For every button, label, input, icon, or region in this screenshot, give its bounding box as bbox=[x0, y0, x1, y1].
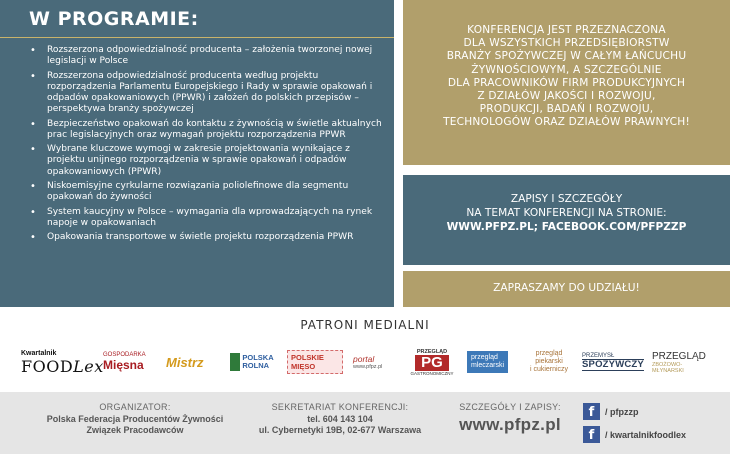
foodlex-logo-big bbox=[21, 358, 104, 375]
mleczarski-line: mleczarski bbox=[471, 362, 505, 369]
audience-line: ŻYWNOŚCIOWYM, A SZCZEGÓLNIE bbox=[471, 63, 662, 76]
organizer-subname: Związek Pracodawców bbox=[86, 425, 184, 435]
pg-logo-big: PG bbox=[415, 355, 449, 371]
audience-line: PRODUKCJI, BADAŃ I ROZWOJU, bbox=[479, 103, 654, 116]
facebook-handle: / kwartalnikfoodlex bbox=[605, 429, 687, 440]
audience-line: KONFERENCJA JEST PRZEZNACZONA bbox=[467, 24, 666, 36]
pspoz-logo-big: SPOŻYWCZY bbox=[582, 359, 644, 370]
facebook-icon: f bbox=[583, 403, 600, 420]
piekarski-logo-text bbox=[530, 350, 568, 374]
program-item: • Rozszerzona odpowiedzialność producenta – założenia tworzonej nowej legislacji w Polsce bbox=[30, 45, 386, 67]
pzbozowy-logo-big: PRZEGLĄD bbox=[652, 350, 706, 362]
pg-logo-tiny: GASTRONOMICZNY bbox=[410, 370, 454, 376]
facebook-link-foodlex[interactable] bbox=[583, 426, 723, 443]
facebook-handle: / pfpzzp bbox=[605, 406, 639, 417]
signup-text bbox=[403, 192, 730, 234]
polska-rolna-mark-icon bbox=[230, 353, 240, 371]
foodlex-logo[interactable] bbox=[21, 344, 104, 380]
przeglad-piekarski-logo[interactable] bbox=[524, 344, 574, 380]
audience-line: TECHNOLOGÓW ORAZ DZIAŁÓW PRAWNYCH! bbox=[443, 116, 690, 129]
secretariat-address: ul. Cybernetyki 19B, 02-677 Warszawa bbox=[258, 425, 422, 435]
mistrz-logo[interactable] bbox=[166, 344, 216, 380]
polska-rolna-logo[interactable] bbox=[227, 344, 277, 380]
program-item: • Opakowania transportowe w świetle projektu rozporządzenia PPWR bbox=[30, 232, 386, 243]
secretariat-heading: SEKRETARIAT KONFERENCJI: bbox=[271, 402, 409, 412]
secretariat-phone[interactable]: tel. 604 143 104 bbox=[307, 413, 373, 424]
audience-line: Z DZIAŁÓW JAKOŚCI I ROZWOJU, bbox=[477, 90, 656, 103]
invite-box bbox=[403, 271, 730, 307]
signup-links[interactable]: WWW.PFPZ.PL; FACEBOOK.COM/PFPZZP bbox=[446, 221, 687, 233]
polskie-mieso-logo[interactable] bbox=[287, 344, 343, 380]
secretariat-block bbox=[240, 402, 440, 437]
mleczarski-logo-text bbox=[467, 351, 508, 373]
mleczarski-line: przegląd bbox=[471, 354, 498, 361]
patron-logos bbox=[0, 344, 730, 382]
program-list bbox=[30, 45, 386, 247]
gospodarka-miesna-logo[interactable] bbox=[103, 344, 158, 380]
mistrz-logo-text: Mistrz bbox=[166, 354, 204, 370]
facebook-link-pfpzzp[interactable] bbox=[583, 403, 723, 420]
program-item: • Wybrane kluczowe wymogi w zakresie projektowania wynikające z projektu unijnego rozporządzenia w sprawie opakowań i odpadów opakowaniowych (PPWR) bbox=[30, 144, 386, 178]
organizer-heading: ORGANIZATOR: bbox=[99, 402, 171, 412]
signup-line: NA TEMAT KONFERENCJI NA STRONIE: bbox=[466, 207, 667, 219]
audience-info-box bbox=[403, 0, 730, 165]
miesna-logo-small: GOSPODARKA bbox=[103, 352, 146, 358]
organizer-name: Polska Federacja Producentów Żywności bbox=[46, 413, 224, 424]
details-heading: SZCZEGÓŁY I ZAPISY: bbox=[459, 402, 561, 412]
website-link[interactable]: www.pfpz.pl bbox=[459, 414, 561, 434]
pg-logo-small: PRZEGLĄD bbox=[416, 348, 448, 355]
foodlex-logo-food: FOOD bbox=[21, 356, 74, 376]
signup-box bbox=[403, 175, 730, 265]
program-item: • Niskoemisyjne cyrkularne rozwiązania poliolefinowe dla segmentu opakowań do żywności bbox=[30, 181, 386, 203]
polska-rolna-text bbox=[242, 354, 273, 370]
program-item: • Bezpieczeństwo opakowań do kontaktu z żywnością w świetle aktualnych prac legislacyjnych oraz wymagań projektu rozporządzenia PPWR bbox=[30, 119, 386, 141]
portal-logo[interactable] bbox=[353, 344, 399, 380]
details-block bbox=[440, 402, 580, 434]
footer bbox=[0, 392, 730, 454]
pspoz-logo-small: PRZEMYSŁ bbox=[582, 353, 615, 359]
program-item: • System kaucyjny w Polsce – wymagania dla wprowadzających na rynek napoje w opakowaniach bbox=[30, 207, 386, 229]
program-item: • Rozszerzona odpowiedzialność producenta według projektu rozporządzenia Parlamentu Europejskiego i Rady w sprawie opakowań i odpadów opakowaniowych (PPWR) i założeń do polskich przepisów – perspektywa branży spożywczej bbox=[30, 71, 386, 116]
piekarski-line: piekarski bbox=[535, 358, 563, 365]
miesna-logo-big: Mięsna bbox=[103, 358, 144, 372]
audience-info-text bbox=[403, 24, 730, 130]
przeglad-zbozowy-logo[interactable] bbox=[652, 344, 710, 380]
facebook-icon: f bbox=[583, 426, 600, 443]
audience-line: DLA PRACOWNIKÓW FIRM PRODUKCYJNYCH bbox=[447, 76, 686, 89]
audience-line: DLA WSZYSTKICH PRZEDSIĘBIORSTW bbox=[463, 37, 670, 50]
pzbozowy-logo-small: ZBOŻOWO-MŁYNARSKI bbox=[652, 361, 684, 374]
invite-text: ZAPRASZAMY DO UDZIAŁU! bbox=[493, 282, 640, 294]
piekarski-line: i cukierniczy bbox=[529, 366, 569, 373]
piekarski-line: przegląd bbox=[535, 350, 563, 357]
program-panel bbox=[0, 0, 394, 307]
foodlex-logo-lex: Lex bbox=[73, 356, 104, 376]
foodlex-logo-small: Kwartalnik bbox=[21, 349, 57, 357]
audience-line: BRANŻY SPOŻYWCZEJ W CAŁYM ŁAŃCUCHU bbox=[446, 50, 687, 63]
program-title: W PROGRAMIE: bbox=[29, 8, 199, 30]
portal-logo-url: www.pfpz.pl bbox=[353, 364, 383, 370]
program-divider bbox=[0, 37, 394, 38]
organizer-block bbox=[25, 402, 245, 437]
polskie-mieso-text: POLSKIE MIĘSO bbox=[287, 350, 343, 374]
przeglad-gastronomiczny-logo[interactable] bbox=[407, 344, 457, 380]
portal-logo-text: portal bbox=[353, 354, 375, 364]
signup-line: ZAPISY I SZCZEGÓŁY bbox=[510, 193, 623, 205]
przeglad-mleczarski-logo[interactable] bbox=[467, 344, 517, 380]
rolna-line: POLSKA bbox=[242, 353, 274, 362]
patrons-title: PATRONI MEDIALNI bbox=[300, 318, 430, 332]
rolna-line: ROLNA bbox=[242, 361, 270, 370]
przemysl-spozywczy-logo[interactable] bbox=[582, 344, 644, 380]
